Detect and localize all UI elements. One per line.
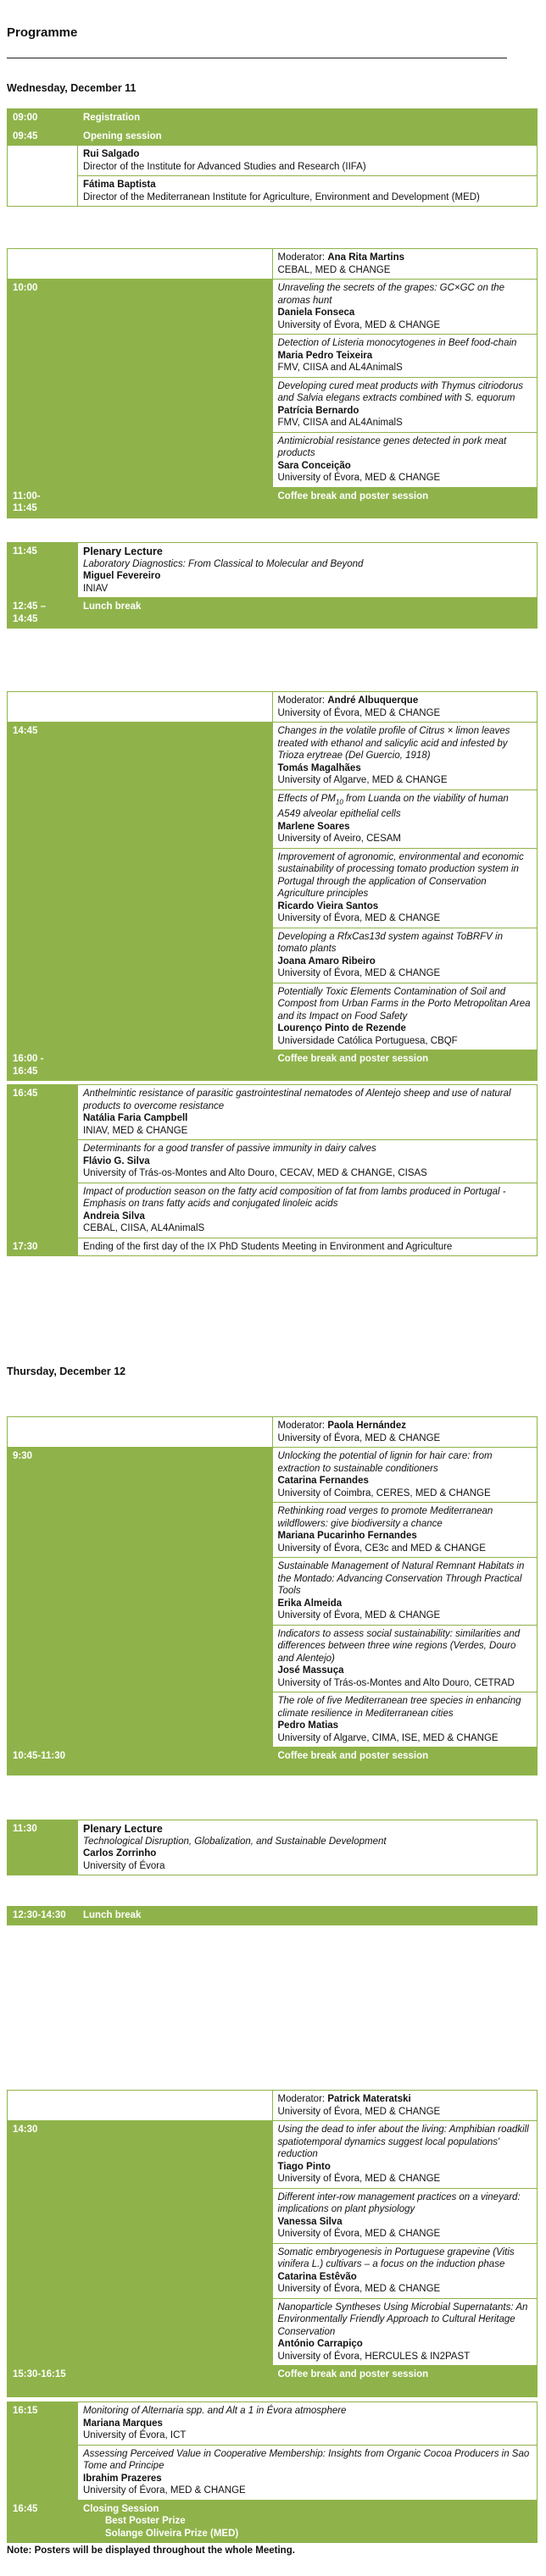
session-morning-1	[7, 248, 538, 518]
talk-affiliation: University of Algarve, MED & CHANGE	[277, 775, 448, 785]
talk-author: José Massuça	[277, 1665, 344, 1676]
talk-affiliation: University of Évora, CE3c and MED & CHANGE	[277, 1543, 486, 1554]
time-cell: 11:30	[8, 1820, 78, 1875]
time-cell: 14:30	[8, 2121, 273, 2366]
talk-author: António Carrapiço	[277, 2339, 363, 2349]
prize-item: Best Poster Prize	[105, 2516, 186, 2526]
moderator-affiliation: University of Évora, MED & CHANGE	[277, 2106, 441, 2117]
talk-title: Detection of Listeria monocytogenes in Beef food-chain	[277, 338, 517, 348]
moderator-affiliation: University of Évora, MED & CHANGE	[277, 1432, 441, 1443]
page-title: Programme	[7, 25, 78, 40]
talk-affiliation: University of Coimbra, CERES, MED & CHANGE	[277, 1487, 491, 1499]
talk-author: Mariana Pucarinho Fernandes	[277, 1531, 417, 1541]
talk-title: Determinants for a good transfer of passive immunity in dairy calves	[83, 1144, 376, 1154]
time-cell: 12:45 – 14:45	[8, 598, 78, 629]
talk-title: Using the dead to infer about the living: Amphibian roadkill spatiotemporal dynamics suggest local populations' reduction	[277, 2125, 529, 2159]
talk-author: Flávio G. Silva	[83, 1155, 150, 1166]
talk-author: Patrícia Bernardo	[277, 405, 359, 416]
talk-author: Miguel Fevereiro	[83, 571, 161, 581]
talk-title: Impact of production season on the fatty acid composition of fat from lambs produced in Portugal - Emphasis on trans fatty acids and conjugated linoleic acids	[83, 1186, 506, 1209]
speaker-role: Director of the Mediterranean Institute for Agriculture, Environment and Development (MED)	[83, 191, 480, 202]
talk-affiliation: University of Évora, MED & CHANGE	[277, 473, 441, 483]
talk-author: Catarina Estêvão	[277, 2271, 357, 2282]
talk-title: Developing cured meat products with Thymus citriodorus and Salvia elegans extracts combined with S. equorum	[277, 380, 524, 403]
talk-title: Developing a RfxCas13d system against ToBRFV in tomato plants	[277, 931, 503, 955]
talk-affiliation: University of Évora, MED & CHANGE	[277, 913, 441, 924]
speaker-name: Fátima Baptista	[83, 180, 156, 190]
time-cell: 12:30-14:30	[8, 1907, 78, 1925]
talk-title: Unraveling the secrets of the grapes: GC×GC on the aromas hunt	[277, 283, 505, 306]
time-cell: 16:00 - 16:45	[8, 1050, 273, 1081]
talk-affiliation: University of Évora, MED & CHANGE	[277, 1610, 441, 1620]
talk-author: Erika Almeida	[277, 1598, 343, 1609]
talk-title: Antimicrobial resistance genes detected in pork meat products	[277, 435, 507, 458]
footer-note: Note: Posters will be displayed throughout the whole Meeting.	[7, 2546, 295, 2556]
talk-author: Ricardo Vieira Santos	[277, 900, 379, 911]
moderator-name: Paola Hernández	[327, 1421, 406, 1431]
talk-affiliation: University of Évora, MED & CHANGE	[277, 968, 441, 979]
time-cell: 17:30	[8, 1238, 78, 1256]
talk-affiliation: University of Évora, MED & CHANGE	[83, 2485, 246, 2496]
agenda-item: Opening session	[78, 127, 538, 146]
speaker-name: Rui Salgado	[83, 149, 140, 159]
talk-title: Laboratory Diagnostics: From Classical to Molecular and Beyond	[83, 558, 364, 569]
talk-title: Technological Disruption, Globalization, and Sustainable Development	[83, 1836, 387, 1847]
talk-title: Improvement of agronomic, environmental and economic sustainability of processing tomato production system in Portugal through the application of Conservation Agriculture principles	[277, 851, 524, 900]
talk-title: Rethinking road verges to promote Mediterranean wildflowers: give biodiversity a chance	[277, 1506, 493, 1529]
talk-author: Joana Amaro Ribeiro	[277, 956, 376, 967]
time-cell: 16:45	[8, 2500, 78, 2543]
talk-affiliation: INIAV, MED & CHANGE	[83, 1125, 188, 1136]
talk-title: Anthelmintic resistance of parasitic gastrointestinal nematodes of Alentejo sheep and use of natural products to overcome resistance	[83, 1089, 511, 1111]
agenda-item: Registration	[78, 109, 538, 128]
day-heading-2: Thursday, December 12	[7, 1366, 126, 1377]
session-morning-2	[7, 1416, 538, 1776]
lunch-break: Lunch break	[78, 1907, 538, 1925]
talk-title: Indicators to assess social sustainability: similarities and differences between three wine regions (Verdes, Douro and Alentejo)	[277, 1628, 521, 1664]
coffee-break: Coffee break and poster session	[272, 1050, 538, 1081]
talk-author: Mariana Marques	[83, 2418, 163, 2429]
talk-author: Andreia Silva	[83, 1210, 145, 1222]
talk-title: Changes in the volatile profile of Citrus × limon leaves treated with ethanol and salicylic acid and infested by Trioza erytreae (Del Guercio, 1918)	[277, 726, 510, 761]
moderator-label: Moderator:	[277, 695, 326, 706]
talk-title: Somatic embryogenesis in Portuguese grapevine (Vitis vinifera L.) cultivars – a focus on the induction phase	[277, 2246, 515, 2269]
session-closing	[7, 2401, 538, 2543]
time-cell: 14:45	[8, 723, 273, 1050]
session-afternoon-1	[7, 691, 538, 1081]
talk-author: Catarina Fernandes	[277, 1476, 369, 1486]
talk-title: Sustainable Management of Natural Remnant Habitats in the Montado: Advancing Conservation Through Practical Tools	[277, 1561, 525, 1596]
time-cell: 09:00	[8, 109, 78, 128]
coffee-break: Coffee break and poster session	[272, 1748, 538, 1776]
session-opening	[7, 108, 538, 207]
talk-affiliation: University of Trás-os-Montes and Alto Douro, CECAV, MED & CHANGE, CISAS	[83, 1168, 427, 1178]
session-afternoon-2	[7, 1084, 538, 1256]
talk-title: Unlocking the potential of lignin for hair care: from extraction to sustainable conditioners	[277, 1451, 493, 1474]
moderator-label: Moderator:	[277, 2094, 326, 2104]
lunch-break-row	[7, 1906, 538, 1925]
talk-affiliation: University of Évora, MED & CHANGE	[277, 2284, 441, 2294]
moderator-label: Moderator:	[277, 1421, 326, 1431]
talk-author: Natália Faria Campbell	[83, 1113, 188, 1123]
prize-item: Solange Oliveira Prize (MED)	[105, 2528, 239, 2539]
talk-affiliation: University of Trás-os-Montes and Alto Douro, CETRAD	[277, 1677, 515, 1688]
time-cell: 09:45	[8, 127, 78, 146]
time-cell: 10:00	[8, 280, 273, 488]
talk-author: Maria Pedro Teixeira	[277, 350, 373, 361]
talk-author: Pedro Matias	[277, 1720, 339, 1731]
talk-author: Carlos Zorrinho	[83, 1848, 157, 1859]
talk-affiliation: FMV, CIISA and AL4AnimalS	[277, 363, 403, 373]
talk-affiliation: University of Évora, MED & CHANGE	[277, 319, 441, 330]
plenary-heading: Plenary Lecture	[83, 546, 163, 557]
talk-author: Sara Conceição	[277, 460, 351, 471]
time-cell: 11:00- 11:45	[8, 487, 273, 518]
time-cell: 11:45	[8, 543, 78, 598]
time-cell: 10:45-11:30	[8, 1748, 273, 1776]
day-ending: Ending of the first day of the IX PhD Students Meeting in Environment and Agriculture	[78, 1238, 538, 1256]
talk-author: Tomás Magalhães	[277, 762, 361, 773]
day-heading-1: Wednesday, December 11	[7, 82, 136, 94]
coffee-break: Coffee break and poster session	[272, 2366, 538, 2397]
moderator-affiliation: CEBAL, MED & CHANGE	[277, 264, 391, 275]
time-cell: 15:30-16:15	[8, 2366, 273, 2397]
talk-affiliation: University of Évora, HERCULES & IN2PAST	[277, 2351, 471, 2362]
closing-session: Closing Session	[83, 2503, 159, 2514]
talk-affiliation: University of Évora, MED & CHANGE	[277, 2174, 441, 2184]
coffee-break: Coffee break and poster session	[272, 487, 538, 518]
moderator-label: Moderator:	[277, 252, 326, 263]
moderator-name: Patrick Materatski	[327, 2094, 411, 2104]
talk-affiliation: University of Évora, MED & CHANGE	[277, 2229, 441, 2239]
talk-author: Daniela Fonseca	[277, 307, 355, 318]
talk-affiliation: FMV, CIISA and AL4AnimalS	[277, 418, 403, 428]
session-plenary-2	[7, 1820, 538, 1875]
moderator-name: Ana Rita Martins	[327, 252, 405, 263]
speaker-role: Director of the Institute for Advanced Studies and Research (IIFA)	[83, 161, 366, 172]
talk-affiliation: CEBAL, CIISA, AL4AnimalS	[83, 1223, 205, 1233]
plenary-heading: Plenary Lecture	[83, 1823, 163, 1835]
moderator-affiliation: University of Évora, MED & CHANGE	[277, 707, 441, 718]
talk-author: Ibrahim Prazeres	[83, 2473, 162, 2484]
talk-affiliation: University of Évora, ICT	[83, 2430, 187, 2440]
talk-title: Nanoparticle Syntheses Using Microbial Supernatants: An Environmentally Friendly Approach to Cultural Heritage Conservation	[277, 2302, 528, 2337]
time-cell: 16:45	[8, 1085, 78, 1238]
talk-affiliation: University of Aveiro, CESAM	[277, 834, 402, 845]
talk-affiliation: University of Algarve, CIMA, ISE, MED & CHANGE	[277, 1732, 499, 1743]
talk-title: The role of five Mediterranean tree species in enhancing climate resilience in Mediterranean cities	[277, 1696, 521, 1719]
talk-title: Monitoring of Alternaria spp. and Alt a 1 in Évora atmosphere	[83, 2406, 347, 2416]
time-cell: 16:15	[8, 2402, 78, 2501]
talk-affiliation: University of Évora	[83, 1860, 165, 1871]
talk-title: Different inter-row management practices on a vineyard: implications on plant physiology	[277, 2191, 521, 2214]
talk-title: Effects of $PM_{10}$ from Luanda on the viability of human A549 alveolar epithelial cells	[277, 793, 509, 820]
session-plenary-1	[7, 542, 538, 629]
talk-author: Lourenço Pinto de Rezende	[277, 1023, 406, 1034]
talk-title: Potentially Toxic Elements Contamination of Soil and Compost from Urban Farms in the Porto Metropolitan Area and its Impact on Food Safety	[277, 986, 531, 1022]
session-afternoon-3	[7, 2090, 538, 2397]
talk-author: Tiago Pinto	[277, 2161, 331, 2172]
talk-title: Assessing Perceived Value in Cooperative Membership: Insights from Organic Cocoa Producers in Sao Tome and Principe	[83, 2448, 530, 2471]
time-cell: 9:30	[8, 1448, 273, 1748]
talk-author: Vanessa Silva	[277, 2216, 343, 2227]
talk-affiliation: Universidade Católica Portuguesa, CBQF	[277, 1035, 458, 1046]
moderator-name: André Albuquerque	[327, 695, 419, 706]
lunch-break: Lunch break	[78, 598, 538, 629]
talk-affiliation: INIAV	[83, 583, 109, 594]
talk-author: Marlene Soares	[277, 821, 350, 832]
